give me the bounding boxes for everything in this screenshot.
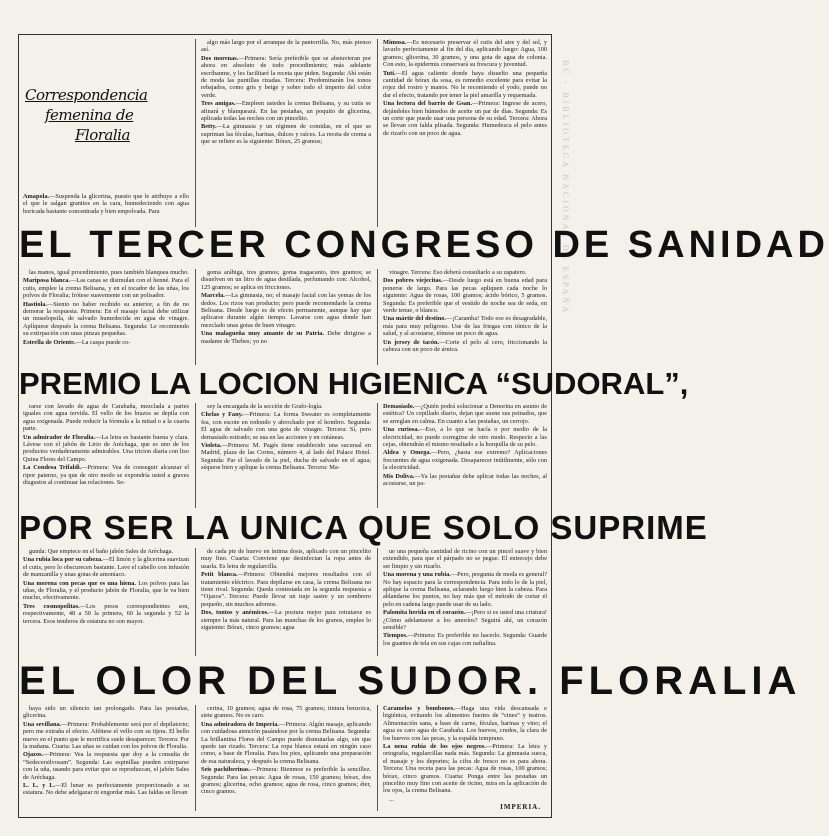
paragraph-lead: Una malagueña muy amante de su Patria.	[201, 330, 324, 338]
paragraph-lead: Una admiradora de Imperia.	[201, 720, 280, 728]
paragraph-lead: Mimosa.	[383, 39, 407, 46]
paragraph-lead: Mis Doliva.	[383, 472, 415, 480]
paragraph: Tres cosmopolitas.—Los pesos correspondientes son, respectivamente, 48 a 50 la primera, 60 la segunda y 52 la tercera. Esos tenderos de estatura no son mayor.	[23, 602, 189, 625]
paragraph-lead: Mariposa blanca.	[23, 277, 70, 285]
band3-col2	[201, 403, 371, 508]
headline-1: EL TERCER CONGRESO DE SANIDAD	[19, 224, 829, 266]
paragraph: Mimosa.—Es necesario preservar el cutis del aire y del sol, y lavarlo perfectamente al fin del día, aplicando luego: Agua, 100 gramos; glicerina, 30 gramos, y una gota de agua de colonia. Con esto, la epidermis conservará su frescura y juventud.	[383, 39, 547, 69]
paragraph-lead: Violeta.	[201, 442, 222, 450]
paragraph: Marcela.—La gimnasia, no; el masaje facial con las yemas de los dedos. Los rizos van producto; pero puede recomendarle la crema Belisana. Desde luego es de efecto permanente, aunque hay que aplicarse durante algún tiempo. Lavarse con agua donde han mezclado unas gotas de buen vinagre.	[201, 292, 371, 329]
paragraph-lead: Estrella de Oriente.	[23, 338, 76, 346]
paragraph-lead: Amapola.	[23, 193, 50, 200]
paragraph-lead: Hastiola.	[23, 300, 47, 308]
paragraph: Una mártir del destino.—¡Caramba! Todo eso es desagradable, más para muy peligroso. Use de las friegas con tónico de la salud, y al acostarse, tómese un poco de agua.	[383, 315, 547, 338]
band2-col1	[23, 269, 189, 365]
paragraph-lead: Tres amigas.	[201, 100, 236, 108]
masthead-line-3: Floralia	[75, 126, 130, 144]
paragraph: goma arábiga, tres gramos; goma tragacanto, tres gramos; se disuelven en un litro de agua destilada, perfumando con: Alcohol, 125 gramos; se aplica en fricciones.	[201, 269, 371, 291]
paragraph: Tuti.—El agua caliente donde haya disuelto una pequeña cantidad de bórax da sosa, es remedio excelente para evitar la rojez del rostro y manos. No le recomiendo el yodo, puede no dar el efecto, tratando por tener la piel amarilla y requemada.	[383, 69, 547, 99]
band1-col2	[201, 39, 371, 227]
paragraph-lead: Una lectora del barrio de Gsan.	[383, 100, 472, 108]
paragraph: Un admirador de Floralia.—La letra es bastante buena y clara. Lávese con el jabón de Lirio de Aréchaga, que es uno de los productos verdaderamente admirables. Una tricion diaria con liso Quina Flores del Campo.	[23, 433, 189, 463]
paragraph: Demasiado.—¿Quién podrá solucionar a Denorina en asunto de estética? Un cepillado diario, dejan que suene sus peinados, que se arreglan en calma. En cuanto a las pestañas, un cerrojo.	[383, 403, 547, 425]
paragraph: Una sevillana.—Primera: Probablemente será por el depilatorio; pero me extraña el efecto. Aféitese el vello con su tijera. El bello nuevo en el punto que le mortifica suele desaparecer. Tercera: Por la mañana. Cuarta: Las uñas se cuidan con los polvos de Floralia.	[23, 720, 189, 751]
paragraph-lead: Una curiosa.	[383, 426, 420, 434]
masthead-line-1: Correspondencia	[25, 86, 148, 104]
band3-col3	[383, 403, 547, 508]
paragraph: cerina, 10 gramos; agua de rosa, 75 gramos; tintura benzoica, siete gramos. No es caro.	[201, 705, 371, 720]
column-masthead	[25, 85, 175, 195]
paragraph-lead: Tiempos.	[383, 632, 408, 640]
author-signature: IMPERIA.	[500, 803, 541, 811]
paragraph: Dos pobres viejecitas.—Desde luego está en buena edad para ponerse de largo. Para las pecas apliquen cada noche lo siguiente: Agua de rosas, 100 gramos; ácido bórico, 5 gramos. Segunda: Es preferible que el vestido de noche sea de seda, en verde tenue, o blanco.	[383, 277, 547, 315]
paragraph-lead: Betty.	[201, 123, 217, 131]
paragraph-lead: Palomita herida en el corazón.	[383, 609, 466, 617]
paragraph-lead: Dos pobres viejecitas.	[383, 277, 443, 285]
band2-col3	[383, 269, 547, 365]
band4-col3	[383, 548, 547, 656]
paragraph-lead: Chelas y Fany.	[201, 411, 243, 419]
paragraph: de cada pie de huevo en íntima dosis, aplicado con un pincelito muy fino. Cuarta: Conviene que desinfectan la ropa antes de usarla. Es letra de regularcilla.	[201, 548, 371, 570]
band4-col1	[23, 548, 189, 656]
paragraph-lead: Tres cosmopolitas.	[23, 602, 80, 610]
paragraph: Amapola.—Suspenda la glicerina, puesto que le atribuye a ello el que le salgan granitos en la cara, humedeciendo con agua boricada bastante concentrada y bien empolvada. Para	[23, 193, 189, 215]
masthead-line-2: femenina de	[45, 106, 134, 124]
paragraph: Dos, tontos y anémicos.—La postura mejor para retratarse es siempre la más natural. Para las manchas de los granos, emplee lo siguiente: Bórax, cinco gramos; agua	[201, 609, 371, 632]
paragraph-lead: Una mártir del destino.	[383, 315, 446, 323]
paragraph: Mariposa blanca.—Las canas se disimulan con el henné. Para el cutis, emplee la crema Belisana, y en el tocador de las uñas, los polvos de Floralia; frótese suavemente con un polisador.	[23, 277, 189, 300]
paragraph-lead: Tuti.	[383, 69, 396, 77]
band2-col2	[201, 269, 371, 365]
paragraph: Petit blanca.—Primera: Obtendrá mejores resultados con el tratamiento eléctrico. Para depilarse en casa, la crema Belisana no tiene rival. Segunda: Queda contestada en la segunda respuesta a “Ojazos”. Tercera: Puede llevar un traje sastre y un sombrero pequeño, sin muchos adornos.	[201, 571, 371, 608]
paragraph-lead: Una sevillana.	[23, 720, 62, 728]
paragraph-lead: Seis pachiberinas.	[201, 766, 251, 774]
paragraph: Una lectora del barrio de Gsan.—Primera: Ingrese de acero, dejándoles bien húmedos de aceite un par de días. Segunda: Es un corte que puede usar una persona de su edad. Tercera: Ahora se llevan con falda plisada. Segunda: Humedezca el pelo antes de rizarlo con un poco de agua.	[383, 100, 547, 137]
paragraph: Una morena y una rubia.—Pero, pregunta de moda es general? No hay espacio para la correspondencia. Para todo lo de la piel, aplique la crema Belisana, aclarando luego bien la cabeza. Para ablandarse los puntos, no hay más que el método de cortar el pelo en cadena largo puede usar de su lado.	[383, 571, 547, 608]
paragraph-lead: Una morena con pecas que es una hiena.	[23, 579, 136, 587]
paragraph: las manos, igual procedimiento, pues también blanquea mucho.	[29, 269, 189, 276]
paragraph-lead: Demasiado.	[383, 403, 415, 410]
paragraph: Una malagueña muy amante de su Patria. Debe dirigirse a madame de Thebes; yo no	[201, 330, 371, 345]
band5-col1	[23, 705, 189, 811]
paragraph-lead: La nena rubia de los ojos negros.	[383, 743, 486, 751]
paragraph-lead: Un jersey de tacón.	[383, 338, 440, 346]
paragraph: Aldea y Omega.—Pero, ¿hasta ese extremo? Aplicaciones frecuentes de agua oxigenada. Desaparecer inútilmente, sólo con la electricidad.	[383, 449, 547, 472]
paragraph: haya sido un silencio tan prolongado. Para las pestañas, glicerina.	[23, 705, 189, 720]
paragraph: Violeta.—Primera: M. Pagés tiene establecido una sucursal en Madrid, plaza de las Cortes, número 4, al lado del Palace Hotel. Segunda: Par el lavado de la piel, ducha de salvado en el agua; séquese bien y aplique la crema Belisana. Tercera: Ma-	[201, 442, 371, 472]
paragraph: Palomita herida en el corazón.—¡Pero si es usted una criatura! ¿Cómo adelantarse a los amoríos? Seguirá ahí, un corazón sensible?	[383, 609, 547, 632]
paragraph: Una curiosa.—Eso, a lo que se hacía o por medio de la electricidad, no puede corregirse de otro modo. Respecto a las cejas, obtendrán el mismo resultado a la horquilla de su pelo.	[383, 426, 548, 449]
paragraph: Mis Doliva.—Ya las pestañas debe aplicar todas las noches, al acostarse, un pa-	[383, 472, 547, 488]
paragraph: L. L. y L.—El lunar es perfectamente proporcionado a su estatura. No debe adelgazar ni engordar más. Las faldas se llevan	[23, 782, 189, 797]
paragraph: Ojazos.—Primera: Vea la respuesta que doy a la consulta de “Sedecersilvosam”. Segunda: Las espinillas pueden extirparse con la uña, usando para evitar que se reproduzcan, el jabón Sales de Aréchaga.	[23, 751, 189, 781]
paragraph-lead: Aldea y Omega.	[383, 449, 432, 457]
paragraph-lead: Una morena y una rubia.	[383, 571, 451, 579]
paragraph-lead: Marcela.	[201, 292, 225, 300]
paragraph: sey la encargada de la sección de Grafo-logía.	[207, 403, 323, 410]
band5-col2	[201, 705, 371, 811]
paragraph: rarse con lavado de agua de Carabaña, mezclada a partes iguales con agua tervida. El vello de los brazos se depila con agua oxigenada. Puede reducir la fórmula a la mitad o a la cuarta parte.	[23, 403, 189, 433]
band5-col3	[383, 705, 547, 801]
paragraph: Seis pachiberinas.—Primera: Bienmoe es preferible la sencillez. Segunda: Para las pecas: Agua de rosas, 150 gramos; bórax, dos gramos; glicerina, ocho gramos; agua de rosa, cinco gramos; éter, cinco gramos.	[201, 766, 371, 796]
paragraph: Dos morenas.—Primera: Sería preferible que se abstuvieran por ahora en absoluto de todo procedimiento; más adelante escríbanme, y les facilitaré la receta que piden. Segunda: Ahí están de moda las puntillas rizadas. Tercera: Predominarán los tonos rebajados, como gris y beige y sobre todo el imperio del color verde.	[201, 54, 372, 99]
paragraph-lead: Dos morenas.	[201, 54, 239, 62]
paragraph-lead: Un admirador de Floralia.	[23, 433, 96, 441]
paragraph: algo más largo por el arranque de la pantorrilla. No, más pienso así.	[201, 39, 371, 54]
paragraph: La Condesa Trifaldi.—Primera: Vea de conseguir alcanzar el ripor paterno, ya que de otro modo se expondría usted a graves disgustos al continuar las relaciones. Se-	[23, 464, 189, 487]
paragraph-lead: Dos, tontos y anémicos.	[201, 609, 269, 617]
paragraph-lead: La Condesa Trifaldi.	[23, 464, 82, 472]
band3-col1	[23, 403, 189, 508]
paragraph: Una admiradora de Imperia.—Primera: Algún masaje, aplicando con cuidadosa atención pasándose por la crema Belisana. Segunda: La brillantina Flores del Campo puede dismutarlas algo, sin que quede tan rizado. Tercera: La ropa blanca estará en ningún caso como, a base de Floralia. Para los pies, aplicando una preparación de esa naturaleza, y después la crema Belisana.	[201, 720, 371, 765]
paragraph-lead: L. L. y L.	[23, 782, 56, 790]
paragraph: Tiempos.—Primera: Es preferible no hacerlo. Segunda: Guarde los guantes de tela en sus cajas con naftalina.	[383, 632, 547, 647]
band1-col1	[23, 193, 189, 226]
paragraph: ue una pequeña cantidad de ricino con un pincel suave y bien extendido, para que el párpado no se pegue. El entrecejo debe ser limpio y sin rizarlo.	[383, 548, 547, 570]
paragraph-lead: Petit blanca.	[201, 571, 238, 579]
paragraph: Una morena con pecas que es una hiena. Los polvos para las uñas, de Floralia, y el producto jabón de Floralia, que le va bien mucho, efectivamente.	[23, 579, 189, 602]
band1-col3	[383, 39, 547, 227]
paragraph: Caramelos y bombones.—Haga una vida descansada e higiénica, evitando los alimentos fuertes de “cines” y teatros. Alimentación sana, a base de carne, féculas, harinas y vino; el agua es caro agua de Carabaña. Los huevos, crudos, la clara de los huevos con las pecas, y la espalda temprano.	[383, 705, 547, 742]
paragraph: La nena rubia de los ojos negros.—Primera: La letra y ortografía, regularcillas nada más. Segunda: La gimnasia sueca, el masaje y los deportes; la cifra de fresco no es para ahora. Tercera: Una receta para las pecas: Agua de rosas, 100 gramos; bórax, cinco gramos. Cuarta: Ponga entre las pestañas un pincelito muy fino con aceite de ricino, mira en la aplicación de los ojos, la crema Belisana.	[383, 743, 547, 795]
paragraph-lead: Una rubia loca por su cabeza.	[23, 556, 103, 564]
paragraph: Una rubia loca por su cabeza.—El limón y la glicerina suavizan el cutis, pero lo obscurecen bastante. Lave el cabello con infusión de manzanilla y unas gotas de amoníaco.	[23, 556, 189, 579]
archive-watermark: BC - BIBLIOTECA NACIONAL DE ESPAÑA	[561, 60, 570, 315]
paragraph: ...	[389, 795, 394, 803]
band4-col2	[201, 548, 371, 656]
paragraph: Chelas y Fany.—Primera: La forma Sweater es completamente fea, con escote en redondo y abrochado por el hombro. Segunda: El agua de salvado con una gota de vinagre. Tercera: Sí, pero demasiado estirado; se usa en las acciones y en cutáneas.	[201, 411, 371, 441]
headline-4: EL OLOR DEL SUDOR. FLORALIA	[19, 659, 802, 703]
headline-3: POR SER LA UNICA QUE SOLO SUPRIME	[19, 509, 708, 546]
headline-2: PREMIO LA LOCION HIGIENICA “SUDORAL”,	[19, 366, 689, 401]
paragraph: vinagre. Tercera: Eso deberá consultarlo a su zapatero.	[389, 269, 527, 276]
paragraph: Betty.—La gimnasia y un régimen de comidas, en el que se supriman las féculas, harinas, dulces y raíces. La receta de crema a que se refiere es la siguiente: Bórax, 25 gramos;	[201, 123, 371, 146]
paragraph: Hastiola.—Siento no haber recibido su anterior, a fin de no demorar la respuesta. Primera: En el masaje facial debe utilizar un muselopsila, de salvado humedecida en agua de vinagre. Aplíquese después la crema Belisana. Segunda: Le recomiendo su extirpación con unas pinzas pequeñas.	[23, 300, 189, 338]
paragraph-lead: Ojazos.	[23, 751, 44, 759]
paragraph: Tres amigas.—Empleen ustedes la crema Belisana, y su cutis se afinará y blanqueará. En las pestañas, un poquito de glicerina, aplicada todas las noches con un pincelito.	[201, 100, 372, 123]
paragraph: Un jersey de tacón.—Corte el pelo al cero, friccionando la cabeza con un poco de árnica.	[383, 338, 548, 354]
paragraph: gunda: Que empiece en el baño jabón Sales de Aréchaga.	[29, 548, 174, 555]
paragraph: Estrella de Oriente.—La caspa puede co-	[23, 338, 131, 346]
paragraph-lead: Caramelos y bombones.	[383, 705, 455, 712]
